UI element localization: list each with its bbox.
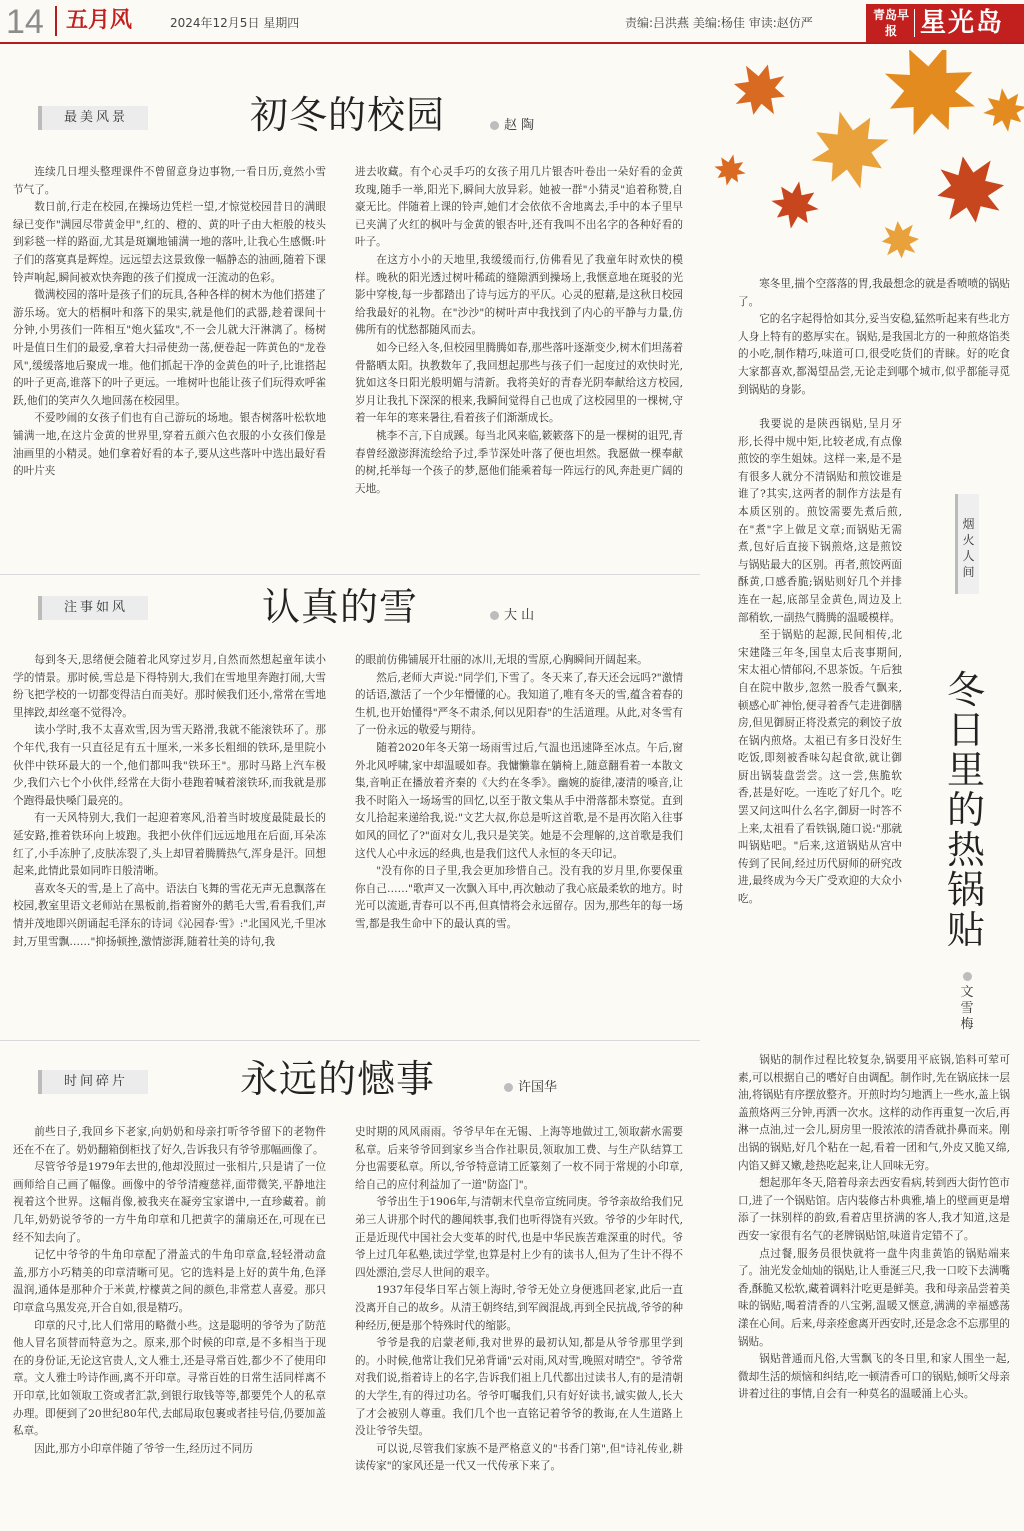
paragraph: 喜欢冬天的雪,是上了高中。语法白飞舞的雪花无声无息飘落在校园,教室里语文老师站在黑板前,指着窗外的鹅毛大雪,看看我们,声情并茂地即兴朗诵起毛泽东的诗词《沁园春·雪》:"北国风光,千里冰封,万里雪飘……"抑扬顿挫,激情澎湃,随着壮美的诗句,我 [13,882,326,948]
paragraph: 连续几日埋头整理课件不曾留意身边事物,一看日历,竟然小雪节气了。 [13,166,326,196]
maple-leaf-icon [801,101,899,199]
article-byline [490,116,534,136]
paragraph: 尽管爷爷是1979年去世的,他却没照过一张相片,只是请了一位画师给自己画了幅像。画像中的爷爷清瘦慈祥,面带微笑,平静地注视着这个世界。这幅肖像,被我夹在凝旁宝家谱中,一直珍藏着。前几年,奶奶说爷爷的一方牛角印章和几把黄字的蒲扇还在,可现在已经不知去向了。 [13,1161,326,1244]
article-byline [490,606,534,626]
article-column [13,652,326,1024]
paragraph: 有一天风特别大,我们一起迎着寒风,沿着当时坡度最陡最长的延安路,推着铁环向上坡跑。我把小伙伴们远远地甩在后面,耳朵冻红了,小手冻肿了,皮肤冻裂了,头上却冒着腾腾热气,浑身是汗。回想起来,此情此景如同昨日般清晰。 [13,812,326,878]
paragraph: 锅贴普通而凡俗,大雪飘飞的冬日里,和家人围坐一起,微却生活的烦恼和纠结,吃一顿清香可口的锅贴,倾听父母亲讲着过往的事情,自会有一种莫名的温暖涌上心头。 [738,1353,1010,1401]
paragraph: 爷爷是我的启蒙老师,我对世界的最初认知,都是从爷爷那里学到的。小时候,他常让我们兄弟背诵"云对雨,风对雪,晚照对晴空"。爷爷常对我们说,指着诗上的名字,告诉我们祖上几代都出过读书人,有的是清朝的大学生,有的得过功名。爷爷叮嘱我们,只有好好读书,诚实做人,长大了才会被别人尊重。我们几个也一直铭记着爷爷的教诲,在人生道路上没让爷爷失望。 [355,1337,683,1438]
side-article-column [738,1052,1010,1526]
masthead [0,0,1024,44]
column-label: 时间碎片 [38,1070,148,1094]
paragraph: 前些日子,我回乡下老家,向奶奶和母亲打听爷爷留下的老物件还在不在了。奶奶翻箱倒柜找了好久,告诉我只有爷爷那幅画像了。 [13,1126,326,1156]
bullet-dot-icon [490,611,499,620]
column-label: 最美风景 [38,106,148,130]
maple-leaf-icon [767,177,823,233]
paragraph: 记忆中爷爷的牛角印章配了滑盖式的牛角印章盒,轻轻滑动盒盖,那方小巧精美的印章清晰可见。它的选料是上好的黄牛角,色泽温润,通体是那种介于米黄,柠檬黄之间的颜色,非常惹人喜爱。那只印章盒乌黑发亮,开合自如,很是精巧。 [13,1249,326,1314]
paragraph: 锅贴的制作过程比较复杂,锅要用平底锅,馅料可荤可素,可以根据自己的嗜好自由调配。制作时,先在锅底抹一层油,将锅贴有序摆放整齐。开煎时均匀地洒上一些水,盖上锅盖煎烙两三分钟,再洒一次水。这样的动作再重复一次后,再淋一点油,过一会儿,厨房里一股浓浓的清香就扑鼻而来。刚出锅的锅贴,好几个粘在一起,看着一团和气,外皮又脆又绵,内馅又鲜又嫩,趁热吃起来,让人回味无穷。 [738,1054,1010,1172]
paragraph: 印章的尺寸,比人们常用的略微小些。这是聪明的爷爷为了防范他人冒名顶替而特意为之。原来,那个时候的印章,是不多相当于现在的身份证,无论这官贵人,文人雅士,还是寻常百姓,都少不了使用印章。文人雅士吟诗作画,离不开印章。寻常百姓的日常生活同样离不开印章,比如领取工资或者汇款,到银行取钱等等,都要凭个人的私章办理。即便到了20世纪80年代,去邮局取包裹或者挂号信,仍要加盖私章。 [13,1319,326,1438]
paragraph: 的眼前仿佛铺展开壮丽的冰川,无垠的雪原,心胸瞬间开阔起来。 [355,654,648,666]
paragraph: 桃李不言,下自成蹊。每当北风来临,簌簌落下的是一棵树的诅咒,青春曾经激澎湃流绘给予过,季节深处叶落了便也坦然。我愿做一棵奉献的树,托举每一个孩子的梦,愿他们能乘着每一阵远行的风,奔赴更广阔的天地。 [355,429,683,495]
paragraph: 寒冬里,揣个空落落的胃,我最想念的就是香喷喷的锅贴了。 [738,278,1010,308]
section-name: 五月风 [66,8,133,33]
bullet-dot-icon [490,121,499,130]
paragraph: 至于锅贴的起源,民间相传,北宋建隆三年冬,国皇太后丧事期间,宋太祖心情郁闷,不思茶饭。午后独自在院中散步,忽然一股香气飘来,顿感心旷神怡,便寻着香气走进御膳房,但见御厨正将没煮完的剩饺子放在锅内煎烙。太祖已有多日没好生吃饭,即刻被香味勾起食欲,就让御厨出锅装盘尝尝。这一尝,焦脆软香,甚是好吃。一连吃了好几个。吃罢又问这叫什么名字,御厨一时答不上来,太祖看了看铁锅,随口说:"那就叫锅贴吧。"后来,这道锅贴从宫中传到了民间,经过历代厨师的研究改进,最终成为今天广受欢迎的大众小吃。 [738,629,902,906]
maple-leaf-icon [868,50,991,152]
paragraph: 数日前,行走在校园,在操场边凭栏一望,才惊觉校园昔日的满眼绿已变作"满园尽带黄金甲",红的、橙的、黄的叶子由大柜般的枝头到彩毯一样的路面,尤其是斑斓地铺满一地的落叶,让我心生感慨:叶子们的落寞真是辉煌。远远望去这景致像一幅静态的油画,随着下课铃声响起,瞬间被欢快奔跑的孩子们搅成一汪流动的色彩。 [13,201,326,284]
article-column [13,1124,326,1526]
paragraph: 想起那年冬天,陪着母亲去西安看病,转到西大街竹笆市口,进了一个锅贴馆。店内装修古朴典雅,墙上的壁画更是增添了一抹别样的韵致,看着店里挤满的客人,我才知道,这是西安一家很有名气的老牌锅贴馆,味道肯定错不了。 [738,1177,1010,1242]
paragraph: 在这方小小的天地里,我缓缓而行,仿佛看见了我童年时欢快的模样。晚秋的阳光透过树叶稀疏的缝隙洒到操场上,我惬意地在斑驳的光影中穿梭,每一步都踏出了诗与远方的平仄。心灵的慰藉,是这秋日校园给我最好的礼物。在"沙沙"的树叶声中我找到了内心的平静与力量,仿佛所有的忧愁都随风而去。 [355,253,683,337]
maple-leaf-icon [980,85,1024,135]
section-divider [0,574,700,575]
maple-leaf-icon [711,151,749,189]
maple-leaf-icon [872,212,928,268]
paragraph: 史时期的风风雨雨。爷爷早年在无锡、上海等地做过工,领取薪水需要私章。后来爷爷回到家乡当合作社职员,领取加工费、与生产队结算工分也需要私章。所以,爷爷特意请工匠篆刻了一枚不同于常规的小印章,给自己的应付利益加了一道"防盗门"。 [355,1126,683,1191]
logo-divider [914,9,915,37]
paragraph: "没有你的日子里,我会更加珍惜自己。没有我的岁月里,你要保重你自己……"歌声又一次飘入耳中,再次触动了我心底最柔软的地方。时光可以流逝,青春可以不再,但真情将会永远留存。因为,那些年的每一场雪,都是我生命中下的最认真的雪。 [355,865,683,930]
paragraph: 因此,那方小印章伴随了爷爷一生,经历过不同历 [34,1442,253,1455]
bullet-dot-icon [504,1083,513,1092]
side-column-label: 烟火人间 [955,494,979,594]
paragraph: 点过餐,服务员很快就将一盘牛肉韭黄馅的锅贴端来了。油光发金灿灿的锅贴,让人垂涎三尺,我一口咬下去满嘴香,酥脆又松软,藏着调料汁吃更是鲜美。我和母亲品尝着美味的锅贴,喝着清香的八宝粥,温暖又惬意,满满的幸福感荡漾在心间。后来,母亲痊愈离开西安时,还是念念不忘那里的锅贴。 [738,1247,1010,1348]
paragraph: 随着2020年冬天第一场雨雪过后,气温也迅速降至冰点。午后,窗外北风呼啸,家中却温暖如春。我慵懒靠在躺椅上,随意翻看着一本散文集,音响正在播放着齐秦的《大约在冬季》。幽婉的旋律,凄清的嗓音,让我不时陷入一场场雪的回忆,以至于散文集从手中滑落都未察觉。直到女儿拾起来递给我,说:"文艺大叔,你总是听这首歌,是不是再次陷入往事如风的回忆了?"面对女儿,我只是笑笑。她是不会理解的,这首歌是我们这代人心中永远的经典,也是我们这代人永恒的冬天印记。 [355,741,683,860]
paragraph: 微满校园的落叶是孩子们的玩具,各种各样的树木为他们搭建了游乐场。宽大的梧桐叶和落下的果实,就是他们的武器,趁着课间十分钟,小男孩们一阵相互"炮火猛攻",不一会儿就大汗淋漓了。杨树叶是值日生们的最爱,拿着大扫帚使劲一荡,便卷起一阵黄色的"龙卷风",缓缓落地后聚成一堆。他们抓起干净的金黄色的叶子,比谁搭起的叶子更高,谁落下的叶子更远。一堆树叶也能让孩子们玩得欢呼雀跃,他们的笑声久久地回荡在校园里。 [13,289,326,407]
side-article-byline [958,972,976,1033]
maple-leaves-illustration [700,50,1024,270]
paragraph: 不爱吵闹的女孩子们也有自己游玩的场地。银杏树落叶松软地铺满一地,在这片金黄的世界里,穿着五颜六色衣服的小女孩们像是油画里的小精灵。她们拿着好看的本子,要从这些落叶中选出最好看的叶片夹 [13,412,326,478]
editor-credits: 责编:吕洪燕 美编:杨佳 审读:赵仿严 [625,16,813,30]
article-byline [504,1078,557,1098]
paragraph: 如今已经入冬,但校园里腾腾如春,那些落叶逐渐变少,树木们坦荡着骨骼晒太阳。执教数年了,我回想起那些与孩子们一起度过的欢快时光,犹如这冬日阳光般明媚与清新。我将美好的青春光阴奉献给这方校园,岁月让我扎下深深的根来,我瞬间觉得自己也成了这校园里的一棵树,守着一年年的寒来暑往,看着孩子们渐渐成长。 [355,341,683,425]
paragraph: 1937年侵华日军占领上海时,爷爷无处立身便逃回老家,此后一直没离开自己的故乡。从清王朝终结,到军阀混战,再到全民抗战,爷爷的种种经历,便是那个特殊时代的缩影。 [355,1284,683,1332]
article-column [355,1124,683,1526]
article-column [13,164,326,554]
article-title: 认真的雪 [262,585,419,629]
paragraph: 我要说的是陕西锅贴,呈月牙形,长得中规中矩,比较老成,有点像煎饺的孪生姐妹。这样一来,是不是有很多人就分不清锅贴和煎饺谁是谁了?其实,这两者的制作方法是有本质区别的。煎饺需要先煮后煎,在"煮"字上做足文章;而锅贴无需煮,包好后直接下锅煎烙,这是煎饺与锅贴最大的区别。再者,煎饺两面酥黄,口感香脆;锅贴则好几个并排连在一起,底部呈金黄色,周边及上部稍软,一副热气腾腾的温暖模样。 [738,418,902,624]
article-column [355,164,683,554]
author-name: 大 山 [504,608,535,623]
side-article-title: 冬日里的热锅贴 [946,668,985,952]
logo-big-text: 星光岛 [920,8,1005,38]
logo-small-text: 青岛早报 [872,8,909,38]
paragraph: 它的名字起得恰如其分,妥当安稳,猛然听起来有些北方人身上特有的憨厚实在。锅贴,是我国北方的一种煎烙馅类的小吃,制作精巧,味道可口,很受吃货们的青睐。好的吃食大家都喜欢,都渴望品尝,无论走到哪个城市,似乎都能寻觅到锅贴的身影。 [738,313,1010,396]
paragraph: 可以说,尽管我们家族不是严格意义的"书香门第",但"诗礼传业,耕读传家"的家风还是一代又一代传承下来了。 [355,1442,683,1473]
paragraph: 爷爷出生于1906年,与清朝末代皇帝宣统同庚。爷爷亲故给我们兄弟三人讲那个时代的趣闻轶事,我们也听得饶有兴致。爷爷的少年时代,正是近现代中国社会大变革的时代,也是中华民族苦难深重的时代。爷爷上过几年私塾,读过学堂,也算是村上少有的读书人,但为了生计不得不四处漂泊,尝尽人世间的艰辛。 [355,1196,683,1279]
maple-leaf-icon [722,52,798,128]
issue-date: 2024年12月5日 星期四 [170,16,300,30]
paragraph: 然后,老师大声说:"同学们,下雪了。冬天来了,春天还会远吗?"激情的话语,激活了一个少年懵懂的心。我知道了,唯有冬天的雪,蕴含着春的生机,也开始懂得"严冬不肃杀,何以见阳春"的生活道理。从此,对冬雪有了一份永远的敬爱与期待。 [355,671,683,737]
paragraph: 每到冬天,思绪便会随着北风穿过岁月,自然而然想起童年读小学的情景。那时候,雪总是下得特别大,我们在雪地里奔跑打闹,大雪纷飞把学校的一切都变得洁白而美好。那时候我们还小,常常在雪地里摔跤,却丝毫不觉得冷。 [13,654,326,719]
header-divider [55,6,57,36]
maple-leaf-icon [920,140,1020,240]
article-column [355,652,683,1024]
newspaper-logo [866,4,1024,42]
column-label: 注事如风 [38,596,148,620]
author-name: 文雪梅 [960,985,974,1032]
section-divider [0,1040,700,1041]
article-title: 永远的憾事 [240,1057,436,1101]
article-title: 初冬的校园 [250,93,446,137]
author-name: 许国华 [518,1080,558,1095]
page-number: 14 [6,3,44,41]
side-article-column [738,416,902,1040]
paragraph: 读小学时,我不太喜欢雪,因为雪天路滑,我就不能滚铁环了。那个年代,我有一只直径足有五十厘米,一米多长粗细的铁环,是里院小伙伴中铁环最大的一个,他们都叫我"铁环王"。那时马路上汽车极少,我们六七个小伙伴,经常在大街小巷跑着喊着滚铁环,而我就是那个跑得最快嗓门最亮的。 [13,724,326,807]
bullet-dot-icon [963,972,972,981]
paragraph: 进去收藏。有个心灵手巧的女孩子用几片银杏叶卷出一朵好看的金黄玫瑰,随手一举,阳光下,瞬间大放异彩。她被一群"小猜灵"追着称赞,自豪无比。伴随着上课的铃声,她们才会依依不舍地离去,手中的本子里早已夹满了火红的枫叶与金黄的银杏叶,还有我叫不出名字的各种好看的叶子。 [355,166,683,249]
author-name: 赵 陶 [504,118,535,133]
